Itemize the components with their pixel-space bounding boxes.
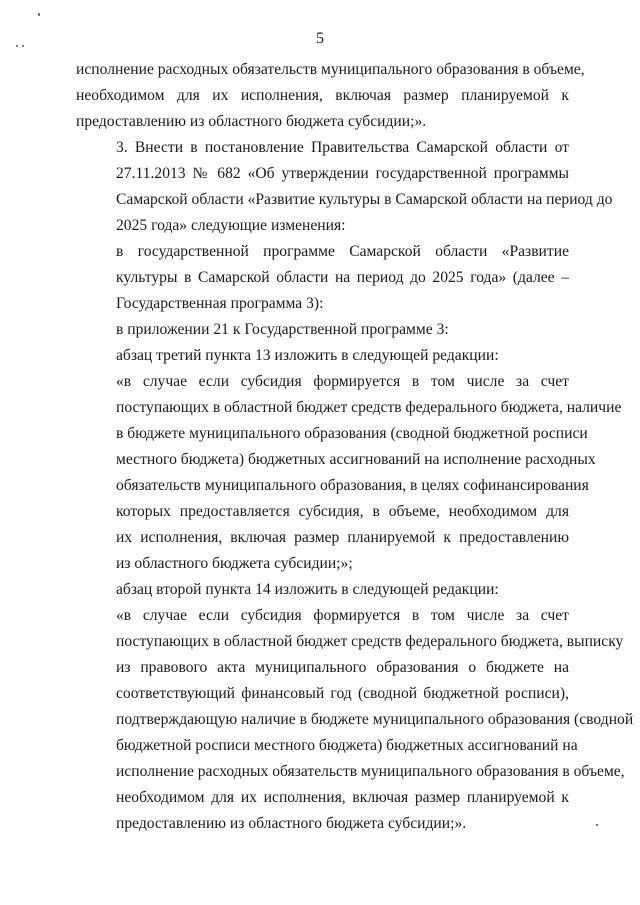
paragraph [76,369,622,577]
text-line: поступающих в областной бюджет средств федерального бюджета, наличие [116,399,622,416]
page-number: 5 [316,30,324,47]
scan-speck [596,824,598,826]
paragraph [76,317,569,343]
text-line: исполнение расходных обязательств муниципального образования в объеме, [76,61,585,78]
paragraph [76,57,585,135]
text-line: поступающих в областной бюджет средств федерального бюджета, выписку [116,633,624,650]
text-line: абзац третий пункта 13 изложить в следующей редакции: [116,347,499,364]
text-line: абзац второй пункта 14 изложить в следующей редакции: [116,581,499,598]
scan-speck [38,13,40,16]
text-line: из областного бюджета субсидии;»; [116,555,353,572]
text-line: которых предоставляется субсидия, в объеме, необходимом для [116,503,569,520]
text-line: в приложении 21 к Государственной программе 3: [116,321,449,338]
paragraph [76,343,569,369]
text-line: обязательств муниципального образования, в целях софинансирования [116,477,589,494]
text-line: Государственная программа 3): [116,295,324,312]
paragraph [76,603,634,837]
paragraph [76,135,613,239]
text-line: в бюджете муниципального образования (сводной бюджетной росписи [116,425,588,442]
text-line: местного бюджета) бюджетных ассигнований на исполнение расходных [116,451,596,468]
text-line: соответствующий финансовый год (сводной бюджетной росписи), [116,685,569,702]
document-body [76,57,634,837]
text-line: 3. Внести в постановление Правительства Самарской области от [116,139,569,156]
text-line: культуры в Самарской области на период до 2025 года» (далее – [116,269,569,286]
text-line: из правового акта муниципального образования о бюджете на [116,659,569,676]
text-line: «в случае если субсидия формируется в том числе за счет [116,607,569,624]
text-line: 2025 года» следующие изменения: [116,217,346,234]
text-line: «в случае если субсидия формируется в том числе за счет [116,373,569,390]
text-line: их исполнения, включая размер планируемой к предоставлению [116,529,569,546]
text-line: предоставлению из областного бюджета субсидии;». [116,815,467,832]
text-line: предоставлению из областного бюджета субсидии;». [76,113,427,130]
text-line: 27.11.2013 № 682 «Об утверждении государственной программы [116,165,569,182]
text-line: исполнение расходных обязательств муниципального образования в объеме, [116,763,625,780]
text-line: необходимом для их исполнения, включая размер планируемой к [116,789,569,806]
paragraph [76,577,569,603]
text-line: в государственной программе Самарской области «Развитие [116,243,569,260]
text-line: бюджетной росписи местного бюджета) бюджетных ассигнований на [116,737,578,754]
text-line: подтверждающую наличие в бюджете муниципального образования (сводной [116,711,634,728]
paragraph [76,239,569,317]
text-line: Самарской области «Развитие культуры в Самарской области на период до [116,191,613,208]
text-line: необходимом для их исполнения, включая размер планируемой к [76,87,569,104]
